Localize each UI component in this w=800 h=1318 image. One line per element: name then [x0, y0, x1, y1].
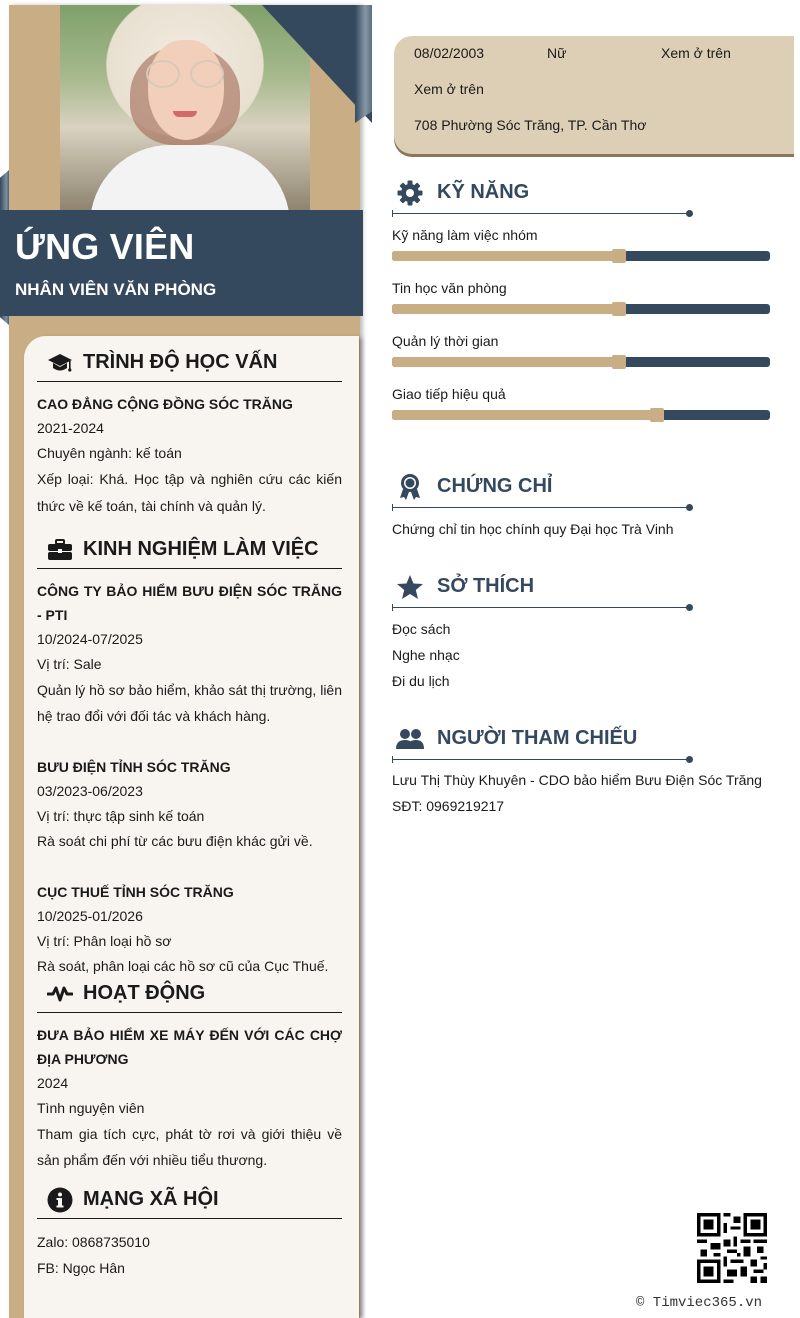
period: 10/2025-01/2026 — [37, 908, 143, 924]
activity-name: ĐƯA BẢO HIỂM XE MÁY ĐẾN VỚI CÁC CHỢ ĐỊA PHƯƠNG — [37, 1027, 342, 1067]
skill-label: Giao tiếp hiệu quả — [392, 386, 506, 402]
photo-face — [148, 40, 224, 140]
period: 2024 — [37, 1075, 69, 1091]
experience-item — [37, 755, 342, 854]
period: 10/2024-07/2025 — [37, 631, 143, 647]
gear-icon — [396, 179, 424, 207]
star-icon — [396, 573, 424, 601]
hobby-item: Đi du lịch — [392, 673, 450, 689]
section-title: NGƯỜI THAM CHIẾU — [437, 727, 638, 749]
photo-shirt — [90, 145, 290, 210]
social-list — [37, 1229, 342, 1281]
social-facebook: FB: Ngọc Hân — [37, 1260, 125, 1276]
hobby-item: Nghe nhạc — [392, 647, 460, 663]
address: 708 Phường Sóc Trăng, TP. Cần Thơ — [414, 117, 647, 133]
section-divider — [392, 507, 690, 508]
section-divider — [392, 213, 690, 214]
candidate-photo — [60, 5, 310, 210]
users-icon — [396, 725, 424, 753]
section-header — [37, 1181, 342, 1219]
skill-bar — [392, 410, 770, 420]
info-circle-icon — [47, 1187, 73, 1213]
description: Rà soát chi phí từ các bưu điện khác gửi về. — [37, 833, 313, 849]
section-title: KỸ NĂNG — [437, 181, 530, 203]
hobby-list — [392, 616, 772, 694]
dob: 08/02/2003 — [414, 45, 485, 61]
major: Chuyên ngành: kế toán — [37, 445, 182, 461]
candidate-role: NHÂN VIÊN VĂN PHÒNG — [15, 280, 217, 299]
copyright: © Timviec365.vn — [636, 1295, 763, 1311]
section-header — [392, 723, 772, 757]
section-activities — [37, 975, 342, 1173]
skill-knob — [612, 249, 626, 263]
corner-ribbon-fold — [355, 5, 372, 123]
section-certificates — [392, 471, 772, 542]
skill-label: Quản lý thời gian — [392, 333, 499, 349]
section-hobbies — [392, 571, 772, 694]
experience-item — [37, 880, 342, 979]
section-header — [37, 344, 342, 382]
activity-item — [37, 1023, 342, 1173]
company-name: BƯU ĐIỆN TỈNH SÓC TRĂNG — [37, 759, 231, 775]
skill-item — [392, 385, 772, 420]
reference-list — [392, 767, 772, 819]
section-title: CHỨNG CHỈ — [437, 475, 553, 497]
skill-item — [392, 332, 772, 367]
award-icon — [396, 473, 424, 501]
section-title: HOẠT ĐỘNG — [83, 982, 206, 1004]
description: Rà soát, phân loại các hồ sơ cũ của Cục Thuế. — [37, 958, 329, 974]
reference-phone: SĐT: 0969219217 — [392, 798, 505, 814]
school-name: CAO ĐẲNG CỘNG ĐỒNG SÓC TRĂNG — [37, 396, 293, 412]
email: Xem ở trên — [414, 81, 484, 97]
graduation-cap-icon — [47, 350, 73, 376]
social-zalo: Zalo: 0868735010 — [37, 1234, 150, 1250]
company-name: CỤC THUẾ TỈNH SÓC TRĂNG — [37, 884, 234, 900]
position: Vị trí: thực tập sinh kế toán — [37, 808, 205, 824]
period: 03/2023-06/2023 — [37, 783, 143, 799]
skill-bar — [392, 251, 770, 261]
section-experience — [37, 531, 342, 979]
skill-fill — [392, 304, 619, 314]
skill-fill — [392, 251, 619, 261]
reference-name: Lưu Thị Thùy Khuyên - CDO bảo hiểm Bưu Điện Sóc Trăng — [392, 772, 762, 788]
period: 2021-2024 — [37, 420, 104, 436]
description: Xếp loại: Khá. Học tập và nghiên cứu các kiến thức về kế toán, tài chính và quản lý. — [37, 471, 342, 514]
section-title: TRÌNH ĐỘ HỌC VẤN — [83, 351, 278, 373]
skill-knob — [612, 302, 626, 316]
phone: Xem ở trên — [661, 45, 731, 61]
experience-item — [37, 579, 342, 729]
section-header — [37, 531, 342, 569]
gender: Nữ — [547, 45, 567, 61]
skill-label: Tin học văn phòng — [392, 280, 507, 296]
skill-bar — [392, 357, 770, 367]
education-item — [37, 392, 342, 520]
section-title: SỞ THÍCH — [437, 575, 535, 597]
photo-lips — [173, 111, 197, 117]
section-header — [392, 471, 772, 505]
skill-knob — [650, 408, 664, 422]
skill-fill — [392, 357, 619, 367]
description: Tham gia tích cực, phát tờ rơi và giới thiệu về sản phẩm đến với nhiều tiểu thương. — [37, 1126, 342, 1168]
description: Quản lý hồ sơ bảo hiểm, khảo sát thị trường, liên hệ trao đổi với đối tác và khách hàng. — [37, 682, 342, 724]
hobby-item: Đọc sách — [392, 621, 451, 637]
section-skills — [392, 177, 772, 420]
skill-item — [392, 279, 772, 314]
section-header — [392, 571, 772, 605]
company-name: CÔNG TY BẢO HIỂM BƯU ĐIỆN SÓC TRĂNG - PTI — [37, 583, 342, 623]
section-header — [37, 975, 342, 1013]
section-title: KINH NGHIỆM LÀM VIỆC — [83, 538, 319, 560]
qr-code — [697, 1213, 767, 1283]
candidate-name: ỨNG VIÊN — [15, 226, 195, 267]
skill-label: Kỹ năng làm việc nhóm — [392, 227, 538, 243]
section-social — [37, 1181, 342, 1281]
briefcase-icon — [47, 537, 73, 563]
skill-item — [392, 226, 772, 261]
position: Vị trí: Phân loại hồ sơ — [37, 933, 172, 949]
skill-knob — [612, 355, 626, 369]
section-references — [392, 723, 772, 819]
section-divider — [392, 759, 690, 760]
section-header — [392, 177, 772, 211]
photo-glasses-left — [146, 60, 180, 88]
skill-fill — [392, 410, 657, 420]
section-title: MẠNG XÃ HỘI — [83, 1188, 219, 1210]
section-education — [37, 344, 342, 520]
role: Tình nguyện viên — [37, 1100, 145, 1116]
photo-glasses-right — [190, 60, 224, 88]
section-divider — [392, 607, 690, 608]
certificate-item: Chứng chỉ tin học chính quy Đại học Trà Vinh — [392, 521, 674, 537]
heartbeat-icon — [47, 981, 73, 1007]
skill-bar — [392, 304, 770, 314]
position: Vị trí: Sale — [37, 656, 102, 672]
